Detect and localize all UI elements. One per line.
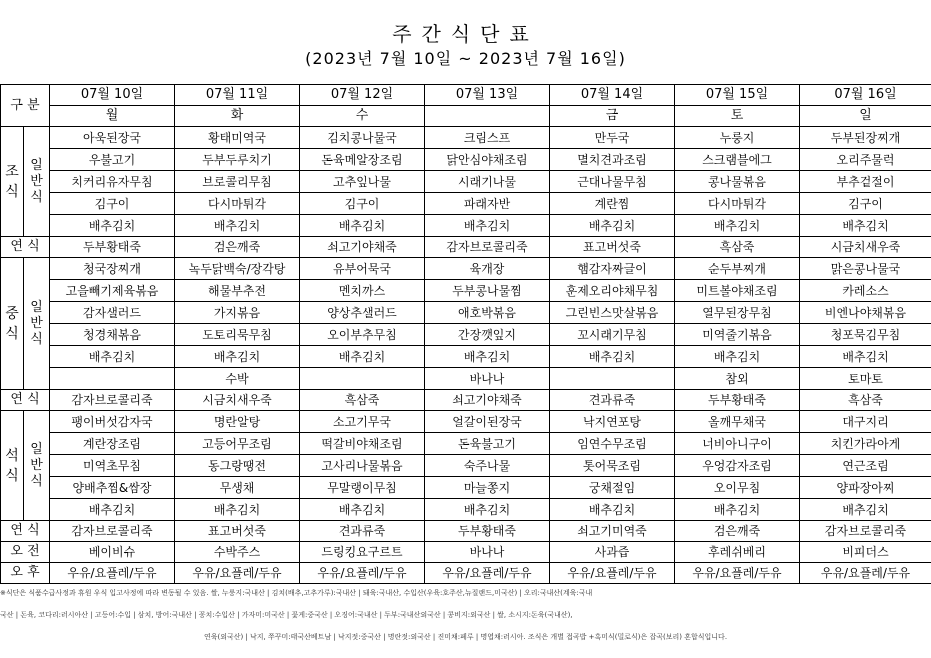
header-date-row xyxy=(1,85,931,106)
menu-item: 올깨무채국 xyxy=(675,411,800,433)
menu-item: 김구이 xyxy=(300,193,425,215)
menu-item: 수박 xyxy=(175,368,300,390)
menu-item: 배추김치 xyxy=(675,346,800,368)
menu-item: 연근조림 xyxy=(800,455,931,477)
snack-item: 시금치새우죽 xyxy=(175,390,300,411)
snack-item: 쇠고기야채죽 xyxy=(425,390,550,411)
menu-item: 궁채절임 xyxy=(550,477,675,499)
snack-item: 우유/요플레/두유 xyxy=(300,563,425,584)
snack-item: 검은깨죽 xyxy=(675,521,800,542)
menu-item: 배추김치 xyxy=(675,215,800,237)
menu-item: 다시마튀각 xyxy=(675,193,800,215)
footer-note-1: ※식단은 식품수급사정과 휴원 우식 입고사정에 따라 변동될 수 있음. 쌀, 누룽지:국내산 | 김치(배추,고추가루):국내산 | 돼육:국내산, 수입산(우육:호주산,뉴질랜드,미국산) | 오리:국내산(계육:국내 xyxy=(0,589,593,597)
lunch-row xyxy=(1,302,931,324)
breakfast-row xyxy=(1,193,931,215)
menu-item: 시래기나물 xyxy=(425,171,550,193)
menu-item: 크림스프 xyxy=(425,127,550,149)
menu-item: 참외 xyxy=(675,368,800,390)
meal-table xyxy=(0,84,931,584)
snack-item: 드링킹요구르트 xyxy=(300,542,425,563)
menu-item: 미역초무침 xyxy=(50,455,175,477)
menu-item: 배추김치 xyxy=(175,215,300,237)
snack-item: 우유/요플레/두유 xyxy=(550,563,675,584)
breakfast-type-label: 일 반 식 xyxy=(24,127,50,237)
menu-item: 열무된장무침 xyxy=(675,302,800,324)
breakfast-row xyxy=(1,215,931,237)
day-header: 화 xyxy=(175,106,300,127)
menu-item: 훈제오리야채무침 xyxy=(550,280,675,302)
snack-item: 우유/요플레/두유 xyxy=(425,563,550,584)
snack-item: 두부황태죽 xyxy=(675,390,800,411)
menu-item: 고등어무조림 xyxy=(175,433,300,455)
menu-item: 해물부추전 xyxy=(175,280,300,302)
snack-item: 감자브로콜리죽 xyxy=(50,390,175,411)
snack-item: 우유/요플레/두유 xyxy=(175,563,300,584)
day-header: 수 xyxy=(300,106,425,127)
snack-item: 수박주스 xyxy=(175,542,300,563)
menu-item: 토마토 xyxy=(800,368,931,390)
snack-item: 흑삼죽 xyxy=(800,390,931,411)
menu-item: 청경채볶음 xyxy=(50,324,175,346)
gubun-header: 구 분 xyxy=(1,85,50,127)
snack-item: 시금치새우죽 xyxy=(800,237,931,258)
menu-item: 배추김치 xyxy=(800,346,931,368)
snack-item: 흑삼죽 xyxy=(300,390,425,411)
footer-notes xyxy=(0,582,931,648)
menu-item: 고사리나물볶음 xyxy=(300,455,425,477)
menu-item: 톳어묵조림 xyxy=(550,455,675,477)
lunch-row xyxy=(1,346,931,368)
menu-item: 돈육불고기 xyxy=(425,433,550,455)
menu-item: 대구지리 xyxy=(800,411,931,433)
menu-item: 무말랭이무침 xyxy=(300,477,425,499)
snack-item: 후레쉬베리 xyxy=(675,542,800,563)
menu-item: 두부된장찌개 xyxy=(800,127,931,149)
snack-item: 쇠고기미역죽 xyxy=(550,521,675,542)
menu-item: 우엉감자조림 xyxy=(675,455,800,477)
snack-item: 검은깨죽 xyxy=(175,237,300,258)
am-snack-row-label: 오 전 xyxy=(1,542,50,563)
menu-item: 꼬시래기무침 xyxy=(550,324,675,346)
menu-item: 유부어묵국 xyxy=(300,258,425,280)
menu-item: 동그랑땡전 xyxy=(175,455,300,477)
snack-item: 표고버섯죽 xyxy=(550,237,675,258)
menu-item: 청국장찌개 xyxy=(50,258,175,280)
menu-item: 배추김치 xyxy=(175,499,300,521)
menu-item: 김치콩나물국 xyxy=(300,127,425,149)
menu-item: 너비아니구이 xyxy=(675,433,800,455)
menu-item: 양배추찜&쌈장 xyxy=(50,477,175,499)
snack-item: 베이비슈 xyxy=(50,542,175,563)
day-header xyxy=(425,106,550,127)
menu-item: 배추김치 xyxy=(50,346,175,368)
date-range: (2023년 7월 10일 ~ 2023년 7월 16일) xyxy=(305,49,626,68)
menu-item: 배추김치 xyxy=(675,499,800,521)
menu-item: 부추겉절이 xyxy=(800,171,931,193)
date-header: 07월 12일 xyxy=(300,85,425,106)
menu-item: 햄감자짜글이 xyxy=(550,258,675,280)
menu-item: 배추김치 xyxy=(425,346,550,368)
menu-item: 그린빈스맛살볶음 xyxy=(550,302,675,324)
menu-item: 배추김치 xyxy=(800,499,931,521)
dinner-row xyxy=(1,455,931,477)
menu-item: 육개장 xyxy=(425,258,550,280)
menu-item: 임연수무조림 xyxy=(550,433,675,455)
menu-item: 숙주나물 xyxy=(425,455,550,477)
breakfast-row xyxy=(1,149,931,171)
dinner-type-label: 일 반 식 xyxy=(24,411,50,521)
snack-item: 견과류죽 xyxy=(300,521,425,542)
footer-note-2: 국산 | 돈육, 코다리:러시아산 | 고등어:수입 | 삼치, 방어:국내산 | 꽁치:수입산 | 가자미:미국산 | 꽃게:중국산 | 오징어:국내산 | 두부:국내산외국산 | 콩비지:외국산 | 쌀, 소시지:돈육(국내산), xyxy=(0,611,573,619)
menu-item: 다시마튀각 xyxy=(175,193,300,215)
lunch-row xyxy=(1,368,931,390)
menu-item: 배추김치 xyxy=(175,346,300,368)
date-header: 07월 11일 xyxy=(175,85,300,106)
menu-item: 맑은콩나물국 xyxy=(800,258,931,280)
menu-item: 우불고기 xyxy=(50,149,175,171)
snack-item: 감자브로콜리죽 xyxy=(50,521,175,542)
menu-item: 배추김치 xyxy=(800,215,931,237)
menu-item: 바나나 xyxy=(425,368,550,390)
dinner-row xyxy=(1,433,931,455)
menu-item: 도토리묵무침 xyxy=(175,324,300,346)
snack-item: 두부황태죽 xyxy=(50,237,175,258)
menu-item: 배추김치 xyxy=(50,215,175,237)
menu-item: 브로콜리무침 xyxy=(175,171,300,193)
menu-item: 가지볶음 xyxy=(175,302,300,324)
dinner-row xyxy=(1,499,931,521)
snack-item: 비피더스 xyxy=(800,542,931,563)
snack-item: 우유/요플레/두유 xyxy=(675,563,800,584)
menu-item: 애호박볶음 xyxy=(425,302,550,324)
menu-item: 미트볼야채조림 xyxy=(675,280,800,302)
menu-item: 근대나물무침 xyxy=(550,171,675,193)
dinner-snack-row xyxy=(1,521,931,542)
menu-item: 명란알탕 xyxy=(175,411,300,433)
menu-item: 팽이버섯감자국 xyxy=(50,411,175,433)
lunch-row xyxy=(1,258,931,280)
menu-item: 계란찜 xyxy=(550,193,675,215)
menu-item: 김구이 xyxy=(50,193,175,215)
menu-item: 김구이 xyxy=(800,193,931,215)
menu-item: 녹두닭백숙/장각탕 xyxy=(175,258,300,280)
lunch-snack-row-label: 연 식 xyxy=(1,390,50,411)
snack-item: 표고버섯죽 xyxy=(175,521,300,542)
menu-item: 배추김치 xyxy=(300,499,425,521)
menu-item: 무생채 xyxy=(175,477,300,499)
menu-item: 멸치견과조림 xyxy=(550,149,675,171)
menu-item: 얼갈이된장국 xyxy=(425,411,550,433)
snack-item: 바나나 xyxy=(425,542,550,563)
menu-item: 카레소스 xyxy=(800,280,931,302)
snack-item: 사과즙 xyxy=(550,542,675,563)
menu-item xyxy=(300,368,425,390)
menu-item: 배추김치 xyxy=(300,346,425,368)
lunch-type-label: 일 반 식 xyxy=(24,258,50,390)
menu-item: 비엔나야채볶음 xyxy=(800,302,931,324)
menu-item: 배추김치 xyxy=(425,215,550,237)
menu-item: 간장깻잎지 xyxy=(425,324,550,346)
snack-item: 쇠고기야채죽 xyxy=(300,237,425,258)
page-title: 주간식단표 xyxy=(392,22,539,46)
menu-item: 청포묵김무침 xyxy=(800,324,931,346)
day-header: 토 xyxy=(675,106,800,127)
menu-item: 배추김치 xyxy=(550,346,675,368)
snack-item: 우유/요플레/두유 xyxy=(800,563,931,584)
menu-item xyxy=(550,368,675,390)
menu-item xyxy=(50,368,175,390)
breakfast-row xyxy=(1,127,931,149)
menu-item: 고추잎나물 xyxy=(300,171,425,193)
menu-item: 오이부추무침 xyxy=(300,324,425,346)
pm-snack-row-label: 오 후 xyxy=(1,563,50,584)
menu-item: 낙지연포탕 xyxy=(550,411,675,433)
day-header: 일 xyxy=(800,106,931,127)
snack-item: 견과류죽 xyxy=(550,390,675,411)
menu-item: 감자샐러드 xyxy=(50,302,175,324)
header-day-row xyxy=(1,106,931,127)
dinner-row xyxy=(1,477,931,499)
menu-item: 배추김치 xyxy=(300,215,425,237)
footer-note-3: 연육(외국산) | 낙지, 쭈꾸미:태국산베트남 | 낙지젓:중국산 | 명란젓:외국산 | 진미채:페루 | 명엽채:러시아. 조식은 개별 접곡밥 +흑미식(밀로식)은 잡곡(보리) 혼합식입니다. xyxy=(203,633,728,641)
breakfast-snack-row xyxy=(1,237,931,258)
dinner-label: 석 식 xyxy=(1,411,24,521)
menu-item: 치킨가라아게 xyxy=(800,433,931,455)
date-header: 07월 13일 xyxy=(425,85,550,106)
menu-item: 계란장조림 xyxy=(50,433,175,455)
menu-item: 콩나물볶음 xyxy=(675,171,800,193)
menu-item: 닭안심야채조림 xyxy=(425,149,550,171)
menu-item: 소고기무국 xyxy=(300,411,425,433)
menu-item: 황태미역국 xyxy=(175,127,300,149)
menu-item: 아욱된장국 xyxy=(50,127,175,149)
lunch-row xyxy=(1,324,931,346)
menu-item: 양상추샐러드 xyxy=(300,302,425,324)
menu-item: 오리주물럭 xyxy=(800,149,931,171)
lunch-label: 중 식 xyxy=(1,258,24,390)
snack-item: 감자브로콜리죽 xyxy=(425,237,550,258)
day-header: 월 xyxy=(50,106,175,127)
menu-item: 배추김치 xyxy=(550,215,675,237)
menu-item: 양파장아찌 xyxy=(800,477,931,499)
menu-item: 미역줄기볶음 xyxy=(675,324,800,346)
menu-item: 만두국 xyxy=(550,127,675,149)
breakfast-row xyxy=(1,171,931,193)
menu-item: 누룽지 xyxy=(675,127,800,149)
lunch-snack-row xyxy=(1,390,931,411)
snack-item: 우유/요플레/두유 xyxy=(50,563,175,584)
menu-item: 돈육메알장조림 xyxy=(300,149,425,171)
date-header: 07월 14일 xyxy=(550,85,675,106)
breakfast-label: 조 식 xyxy=(1,127,24,237)
day-header: 금 xyxy=(550,106,675,127)
date-header: 07월 15일 xyxy=(675,85,800,106)
breakfast-snack-row-label: 연 식 xyxy=(1,237,50,258)
snack-item: 두부황태죽 xyxy=(425,521,550,542)
menu-item: 배추김치 xyxy=(425,499,550,521)
menu-item: 고을빼기제육볶음 xyxy=(50,280,175,302)
am-snack-row xyxy=(1,542,931,563)
pm-snack-row xyxy=(1,563,931,584)
menu-item: 두부콩나물찜 xyxy=(425,280,550,302)
dinner-snack-row-label: 연 식 xyxy=(1,521,50,542)
date-header: 07월 10일 xyxy=(50,85,175,106)
menu-item: 마늘쫑지 xyxy=(425,477,550,499)
dinner-row xyxy=(1,411,931,433)
menu-item: 두부두루치기 xyxy=(175,149,300,171)
lunch-row xyxy=(1,280,931,302)
date-header: 07월 16일 xyxy=(800,85,931,106)
menu-item: 순두부찌개 xyxy=(675,258,800,280)
snack-item: 흑삼죽 xyxy=(675,237,800,258)
menu-item: 스크램블에그 xyxy=(675,149,800,171)
menu-item: 배추김치 xyxy=(550,499,675,521)
snack-item: 감자브로콜리죽 xyxy=(800,521,931,542)
menu-item: 멘치까스 xyxy=(300,280,425,302)
menu-item: 오이무침 xyxy=(675,477,800,499)
menu-item: 떡갈비야채조림 xyxy=(300,433,425,455)
menu-item: 배추김치 xyxy=(50,499,175,521)
menu-item: 치커리유자무침 xyxy=(50,171,175,193)
menu-item: 파래자반 xyxy=(425,193,550,215)
